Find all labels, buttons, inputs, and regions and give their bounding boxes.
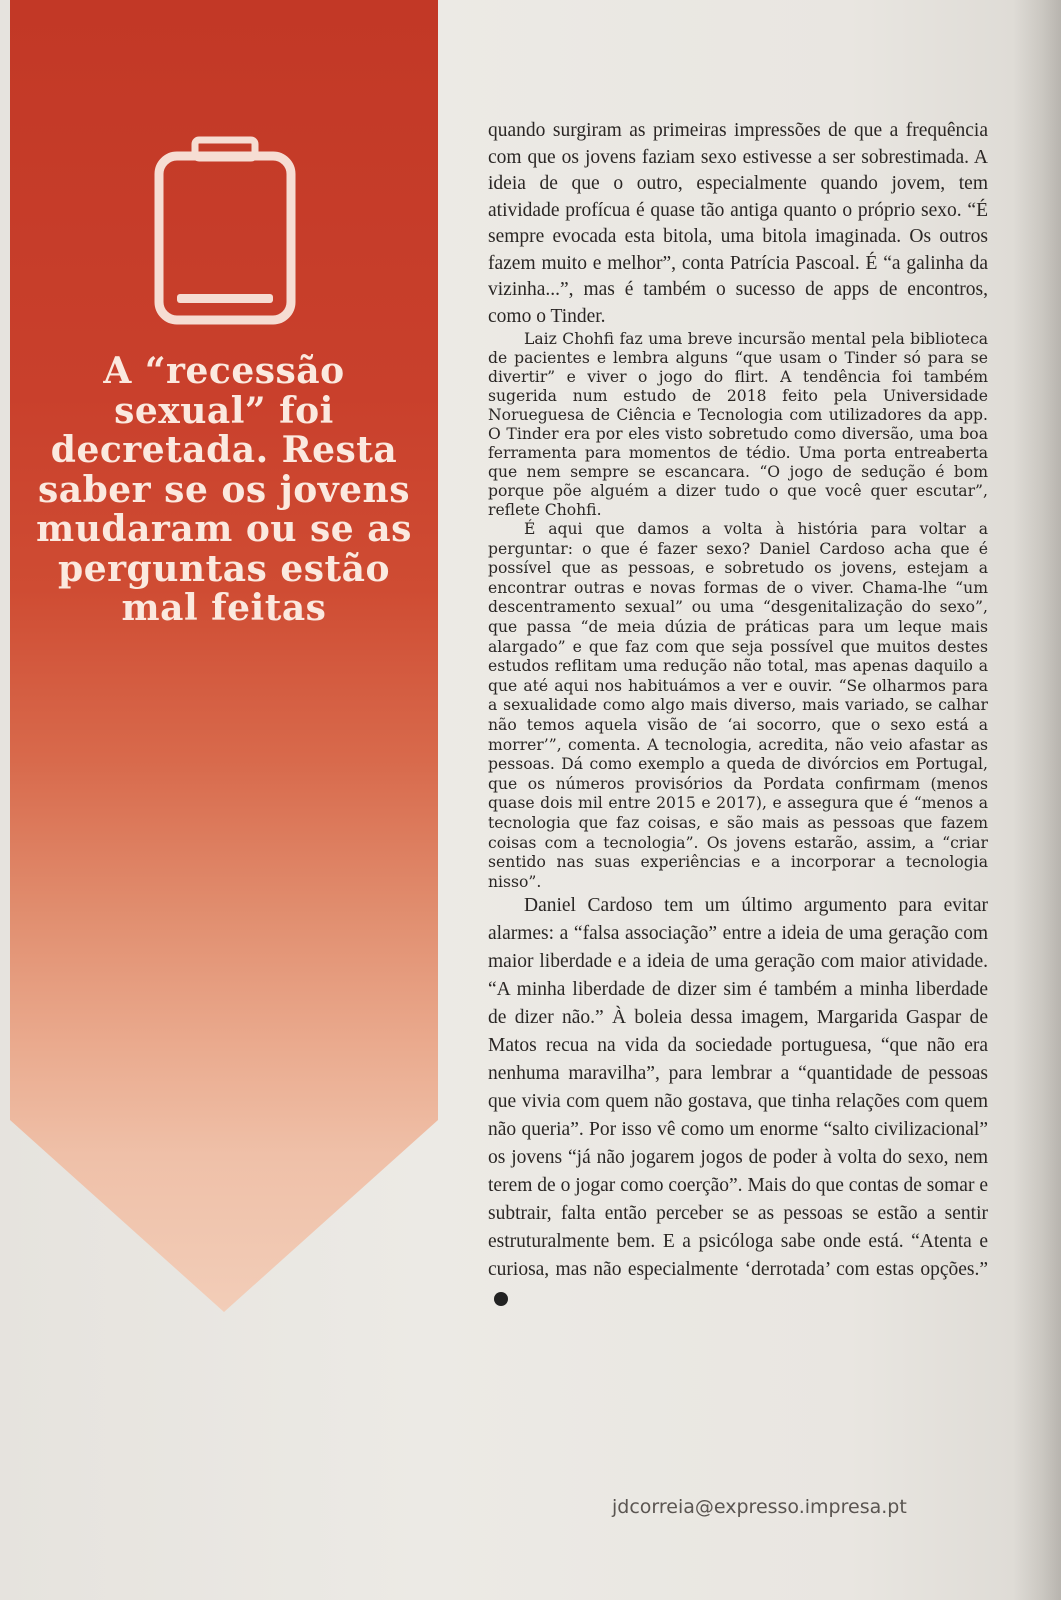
banner-headline: A “recessão sexual” foi decretada. Resta saber se os jovens mudaram ou se as perguntas estão mal feitas bbox=[36, 350, 412, 629]
article-paragraph: quando surgiram as primeiras impressões de que a frequência com que os jovens faziam sexo estivesse a ser sobrestimada. A ideia de que o outro, especialmente quando jovem, tem atividade profícua é quase tão antiga quanto o próprio sexo. “É sempre evocada esta bitola, uma bitola imaginada. Os outros fazem muito e melhor”, conta Patrícia Pascoal. É “a galinha da vizinha...”, mas é também o sucesso de apps de encontros, como o Tinder. bbox=[488, 120, 988, 327]
article-paragraph: Laiz Chohfi faz uma breve incursão mental pela biblioteca de pacientes e lembra alguns “que usam o Tinder só para se divertir” e viver o jogo do flirt. A tendência foi também sugerida num estudo de 2018 feito pela Universidade Norueguesa de Ciência e Tecnologia com utilizadores da app. O Tinder era por eles visto sobretudo como diversão, uma boa ferramenta para momentos de tédio. Uma porta entreaberta que nem sempre se escancara. “O jogo de sedução é bom porque põe alguém a dizer tudo o que você quer escutar”, reflete Chohfi. bbox=[488, 330, 988, 519]
article-paragraph: É aqui que damos a volta à história para voltar a perguntar: o que é fazer sexo? Daniel Cardoso acha que é possível que as pessoas, e sobretudo os jovens, estejam a encontrar outras e novas formas de o viver. Chama-lhe “um descentramento sexual” ou uma “desgenitalização do sexo”, que passa “de meia dúzia de práticas para um leque mais alargado” e que faz com que seja possível que muitos destes estudos reflitam uma redução não total, mas apenas daquilo a que até aqui nos habituámos a ver e ouvir. “Se olharmos para a sexualidade como algo mais diverso, mais variado, se calhar não temos aquela visão de ‘ai socorro, que o sexo está a morrer’”, comenta. A tecnologia, acredita, não veio afastar as pessoas. Dá como exemplo a queda de divórcios em Portugal, que os números provisórios da Pordata confirmam (menos quase dois mil entre 2015 e 2017), e assegura que é “menos a tecnologia que faz coisas, e são mais as pessoas que fazem coisas com a tecnologia”. Os jovens estarão, assim, a “criar sentido nas suas experiências e a incorporar a tecnologia nisso”. bbox=[488, 520, 988, 891]
empty-battery-icon bbox=[153, 134, 297, 326]
article-paragraph bbox=[488, 892, 988, 1312]
page-fold-shadow bbox=[1013, 0, 1061, 1600]
author-email: jdcorreia@expresso.impresa.pt bbox=[612, 1496, 907, 1518]
end-of-article-dot bbox=[494, 1292, 508, 1306]
article-paragraph-text: Daniel Cardoso tem um último argumento para evitar alarmes: a “falsa associação” entre a ideia de uma geração com maior liberdade e a ideia de uma geração com maior atividade. “A minha liberdade de dizer sim é também a minha liberdade de dizer não.” À boleia dessa imagem, Margarida Gaspar de Matos recua na vida da sociedade portuguesa, “que não era nenhuma maravilha”, para lembrar a “quantidade de pessoas que vivia com quem não gostava, que tinha relações com quem não queria”. Por isso vê como um enorme “salto civilizacional” os jovens “já não jogarem jogos de poder à volta do sexo, nem terem de o jogar como coerção”. Mais do que contas de somar e subtrair, falta então perceber se as pessoas se estão a sentir estruturalmente bem. E a psicóloga sabe onde está. “Atenta e curiosa, mas não especialmente ‘derrotada’ com estas opções.” bbox=[488, 895, 988, 1281]
article-body bbox=[488, 118, 988, 1312]
